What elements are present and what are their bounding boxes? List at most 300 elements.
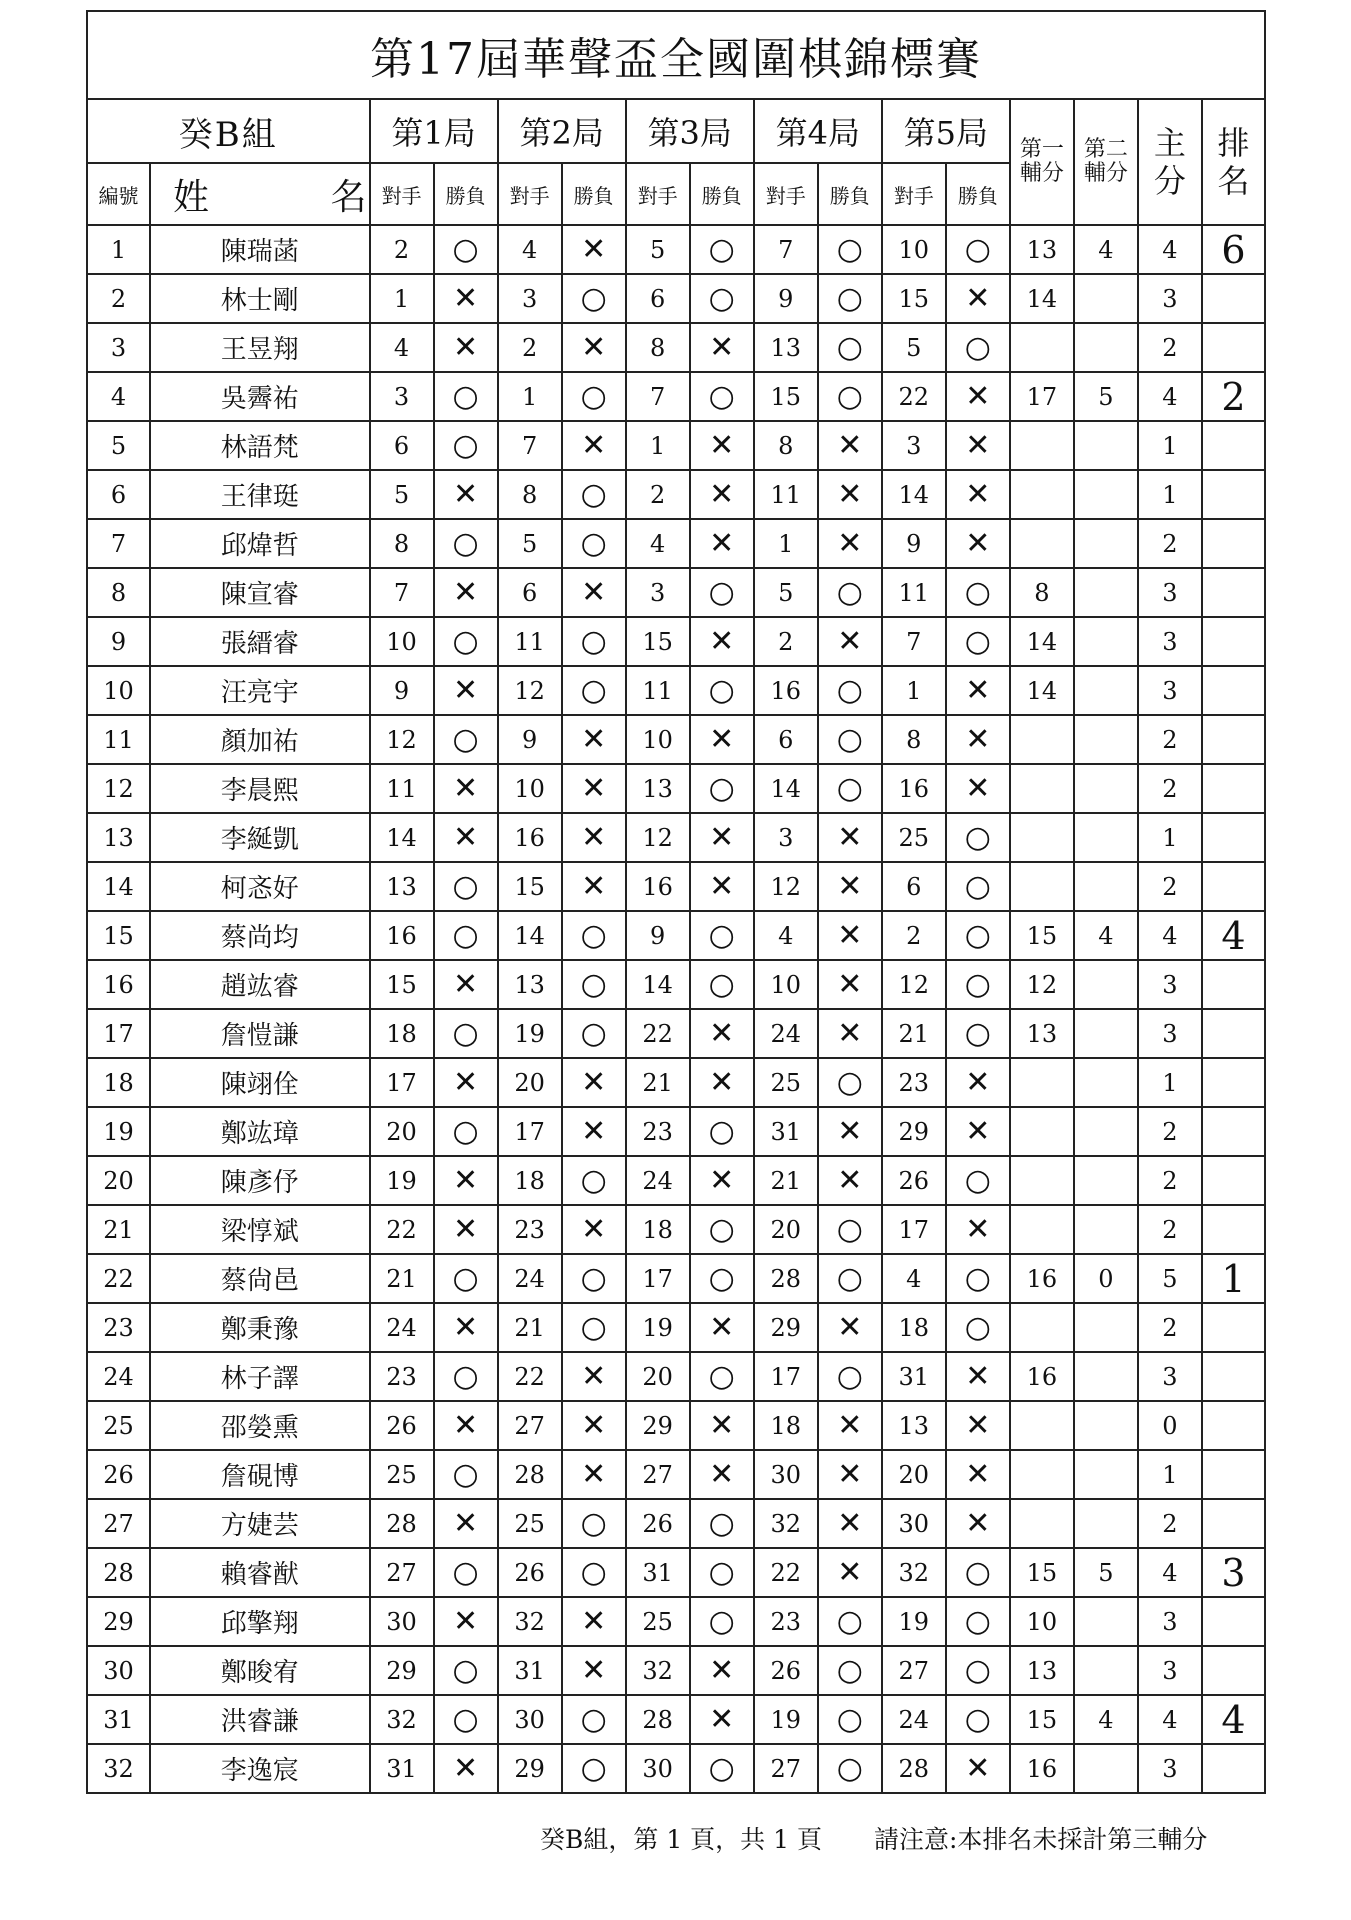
table-row [87,813,1265,862]
round-3-opponent: 1 [626,421,690,470]
round-1-result: ○ [434,1107,498,1156]
round-5-opponent: 11 [882,568,946,617]
round-5-opponent: 10 [882,225,946,274]
table-row [87,1254,1265,1303]
main-score: 3 [1138,1009,1202,1058]
round-2-result: ✕ [562,1450,626,1499]
player-number: 22 [87,1254,150,1303]
round-5-result: ✕ [946,421,1010,470]
round-3-opponent: 31 [626,1548,690,1597]
round-4-result: ✕ [818,911,882,960]
round-1-result: ✕ [434,1499,498,1548]
aux1-score: 15 [1010,911,1074,960]
round-5-opponent: 21 [882,1009,946,1058]
round-4-result: ○ [818,568,882,617]
rank-header-line1: 排 [1217,124,1250,162]
round-1-opponent: 9 [370,666,434,715]
main-score-header [1138,99,1202,225]
player-number: 12 [87,764,150,813]
round-2-opponent: 5 [498,519,562,568]
rank-value [1202,470,1265,519]
aux1-score [1010,1205,1074,1254]
aux2-score [1074,568,1138,617]
rank-value [1202,568,1265,617]
round-2-opponent: 21 [498,1303,562,1352]
round-2-result: ○ [562,1254,626,1303]
round-4-opponent: 1 [754,519,818,568]
player-name: 梁惇斌 [150,1205,370,1254]
round-2-result: ○ [562,1695,626,1744]
table-row [87,470,1265,519]
round-1-opponent: 21 [370,1254,434,1303]
aux1-score [1010,421,1074,470]
round-5-result: ○ [946,813,1010,862]
main-score: 3 [1138,1744,1202,1793]
main-score: 2 [1138,323,1202,372]
table-row [87,1646,1265,1695]
aux1-score: 8 [1010,568,1074,617]
round-3-result: ○ [690,666,754,715]
round-5-opponent: 26 [882,1156,946,1205]
player-name: 詹硯博 [150,1450,370,1499]
round-3-opponent: 21 [626,1058,690,1107]
round-1-result: ○ [434,911,498,960]
round-4-opponent: 27 [754,1744,818,1793]
round-1-result: ○ [434,1646,498,1695]
aux1-score: 12 [1010,960,1074,1009]
round-1-opponent: 20 [370,1107,434,1156]
main-score: 2 [1138,1156,1202,1205]
round-4-opponent: 11 [754,470,818,519]
round-5-opponent: 28 [882,1744,946,1793]
rank-value [1202,862,1265,911]
round-2-opponent: 10 [498,764,562,813]
round-1-result: ○ [434,1009,498,1058]
round-4-header: 第4局 [754,99,882,163]
round-3-header: 第3局 [626,99,754,163]
player-name: 柯忞好 [150,862,370,911]
table-row [87,1107,1265,1156]
aux1-header-line1: 第一 [1019,137,1064,162]
player-name: 張縉睿 [150,617,370,666]
player-name: 鄭竑璋 [150,1107,370,1156]
player-number: 25 [87,1401,150,1450]
round-1-result: ○ [434,1254,498,1303]
page-title: 第17屆華聲盃全國圍棋錦標賽 [87,11,1265,99]
round-1-opponent: 16 [370,911,434,960]
player-name: 邵嫈熏 [150,1401,370,1450]
round-2-opponent: 2 [498,323,562,372]
round-3-opponent: 20 [626,1352,690,1401]
player-name: 洪睿謙 [150,1695,370,1744]
round-5-result: ○ [946,1156,1010,1205]
round-5-opponent: 19 [882,1597,946,1646]
round-3-result: ✕ [690,1401,754,1450]
round-5-opponent: 6 [882,862,946,911]
round-5-result: ✕ [946,1352,1010,1401]
aux1-header-line2: 輔分 [1019,161,1064,186]
round-3-opponent: 7 [626,372,690,421]
aux2-score [1074,862,1138,911]
round-4-result: ○ [818,225,882,274]
aux2-score [1074,1646,1138,1695]
r3-opponent-header: 對手 [626,163,690,225]
round-1-result: ✕ [434,1744,498,1793]
round-5-result: ✕ [946,1107,1010,1156]
r2-result-header: 勝負 [562,163,626,225]
player-name: 陳宣睿 [150,568,370,617]
aux2-score [1074,1450,1138,1499]
round-4-opponent: 20 [754,1205,818,1254]
main-score: 4 [1138,1548,1202,1597]
aux1-score: 15 [1010,1548,1074,1597]
round-1-opponent: 32 [370,1695,434,1744]
round-1-opponent: 28 [370,1499,434,1548]
round-4-result: ○ [818,1695,882,1744]
round-3-opponent: 2 [626,470,690,519]
round-5-result: ○ [946,1695,1010,1744]
round-2-result: ○ [562,1009,626,1058]
aux2-score [1074,1499,1138,1548]
round-4-opponent: 4 [754,911,818,960]
aux1-score: 15 [1010,1695,1074,1744]
round-4-opponent: 31 [754,1107,818,1156]
aux1-score [1010,1303,1074,1352]
table-row [87,617,1265,666]
round-3-opponent: 8 [626,323,690,372]
main-score: 1 [1138,1058,1202,1107]
table-row [87,715,1265,764]
round-3-opponent: 13 [626,764,690,813]
main-score: 3 [1138,1597,1202,1646]
table-row [87,1205,1265,1254]
aux1-score: 13 [1010,1646,1074,1695]
round-1-opponent: 6 [370,421,434,470]
round-2-opponent: 11 [498,617,562,666]
round-5-result: ○ [946,225,1010,274]
round-2-result: ✕ [562,862,626,911]
round-1-opponent: 17 [370,1058,434,1107]
round-4-result: ○ [818,372,882,421]
aux2-header [1074,99,1138,225]
round-3-result: ✕ [690,813,754,862]
round-2-result: ✕ [562,1597,626,1646]
player-name: 鄭晙宥 [150,1646,370,1695]
round-5-opponent: 29 [882,1107,946,1156]
player-number: 19 [87,1107,150,1156]
round-3-result: ✕ [690,1695,754,1744]
player-name: 詹愷謙 [150,1009,370,1058]
round-4-opponent: 21 [754,1156,818,1205]
player-name: 吳霽祐 [150,372,370,421]
round-5-result: ○ [946,960,1010,1009]
aux1-score: 13 [1010,1009,1074,1058]
r1-opponent-header: 對手 [370,163,434,225]
aux1-score [1010,764,1074,813]
round-1-result: ○ [434,372,498,421]
main-score: 3 [1138,1352,1202,1401]
table-row [87,911,1265,960]
table-row [87,1450,1265,1499]
name-header: 姓 名 [150,163,370,225]
rank-value [1202,1597,1265,1646]
round-4-opponent: 22 [754,1548,818,1597]
round-1-opponent: 31 [370,1744,434,1793]
player-number: 23 [87,1303,150,1352]
round-4-result: ✕ [818,1009,882,1058]
player-number: 31 [87,1695,150,1744]
round-4-opponent: 24 [754,1009,818,1058]
table-row [87,1156,1265,1205]
round-1-result: ○ [434,1548,498,1597]
round-3-opponent: 14 [626,960,690,1009]
aux2-score [1074,519,1138,568]
round-5-opponent: 5 [882,323,946,372]
round-1-result: ○ [434,862,498,911]
round-5-opponent: 8 [882,715,946,764]
round-2-result: ○ [562,372,626,421]
rank-value [1202,1156,1265,1205]
round-4-result: ○ [818,1597,882,1646]
round-2-result: ○ [562,1744,626,1793]
round-1-result: ✕ [434,960,498,1009]
round-1-result: ✕ [434,1401,498,1450]
aux2-score [1074,1058,1138,1107]
footer [540,1820,1260,1856]
round-2-opponent: 8 [498,470,562,519]
aux1-score: 17 [1010,372,1074,421]
player-name: 賴睿猷 [150,1548,370,1597]
round-5-result: ✕ [946,715,1010,764]
round-3-opponent: 24 [626,1156,690,1205]
player-number: 9 [87,617,150,666]
round-3-result: ○ [690,225,754,274]
table-row [87,1352,1265,1401]
aux2-score [1074,617,1138,666]
round-2-opponent: 20 [498,1058,562,1107]
round-2-result: ✕ [562,421,626,470]
round-2-opponent: 14 [498,911,562,960]
aux2-score: 5 [1074,372,1138,421]
round-3-result: ○ [690,1744,754,1793]
round-4-opponent: 30 [754,1450,818,1499]
aux1-score [1010,813,1074,862]
round-3-result: ✕ [690,519,754,568]
aux2-score [1074,715,1138,764]
round-3-opponent: 5 [626,225,690,274]
aux1-score [1010,1107,1074,1156]
round-5-opponent: 7 [882,617,946,666]
main-score: 3 [1138,274,1202,323]
round-4-opponent: 6 [754,715,818,764]
round-1-result: ○ [434,1450,498,1499]
rank-value [1202,1646,1265,1695]
main-score: 4 [1138,1695,1202,1744]
round-2-opponent: 27 [498,1401,562,1450]
player-number: 28 [87,1548,150,1597]
round-2-result: ○ [562,519,626,568]
round-1-result: ○ [434,225,498,274]
round-4-result: ✕ [818,960,882,1009]
table-row [87,421,1265,470]
round-5-opponent: 16 [882,764,946,813]
rank-header [1202,99,1265,225]
player-number: 30 [87,1646,150,1695]
round-1-header: 第1局 [370,99,498,163]
player-number: 24 [87,1352,150,1401]
round-5-result: ○ [946,1254,1010,1303]
round-1-result: ○ [434,519,498,568]
round-1-opponent: 4 [370,323,434,372]
round-2-result: ✕ [562,1205,626,1254]
round-1-opponent: 19 [370,1156,434,1205]
aux1-score [1010,519,1074,568]
round-2-opponent: 17 [498,1107,562,1156]
main-score: 2 [1138,715,1202,764]
round-2-result: ○ [562,274,626,323]
main-score: 2 [1138,519,1202,568]
round-3-opponent: 12 [626,813,690,862]
round-3-opponent: 32 [626,1646,690,1695]
round-4-result: ✕ [818,813,882,862]
rank-value [1202,715,1265,764]
player-number: 3 [87,323,150,372]
aux2-score [1074,1303,1138,1352]
main-score: 2 [1138,764,1202,813]
round-5-opponent: 17 [882,1205,946,1254]
rank-value [1202,960,1265,1009]
round-5-header: 第5局 [882,99,1010,163]
round-2-opponent: 25 [498,1499,562,1548]
round-2-opponent: 7 [498,421,562,470]
player-number: 32 [87,1744,150,1793]
player-name: 林子譯 [150,1352,370,1401]
page-indicator: 癸B組，第 1 頁，共 1 頁 [540,1825,822,1854]
round-4-opponent: 10 [754,960,818,1009]
rank-value [1202,1058,1265,1107]
round-4-result: ○ [818,1646,882,1695]
rank-value [1202,1205,1265,1254]
player-name: 蔡尙邑 [150,1254,370,1303]
player-number: 8 [87,568,150,617]
round-1-result: ○ [434,421,498,470]
round-4-result: ○ [818,764,882,813]
main-score: 3 [1138,568,1202,617]
round-2-result: ✕ [562,813,626,862]
round-1-result: ✕ [434,1597,498,1646]
round-1-opponent: 11 [370,764,434,813]
player-number: 13 [87,813,150,862]
player-number: 20 [87,1156,150,1205]
player-number: 4 [87,372,150,421]
round-4-result: ○ [818,1254,882,1303]
round-2-opponent: 32 [498,1597,562,1646]
table-row [87,1597,1265,1646]
aux1-score [1010,1450,1074,1499]
round-4-result: ○ [818,1058,882,1107]
round-3-opponent: 18 [626,1205,690,1254]
round-3-opponent: 4 [626,519,690,568]
main-score: 2 [1138,1303,1202,1352]
round-3-result: ○ [690,960,754,1009]
round-5-opponent: 9 [882,519,946,568]
round-5-opponent: 30 [882,1499,946,1548]
round-1-opponent: 10 [370,617,434,666]
round-4-result: ✕ [818,1548,882,1597]
round-2-result: ○ [562,1156,626,1205]
main-score: 1 [1138,813,1202,862]
round-3-result: ○ [690,764,754,813]
main-score: 1 [1138,421,1202,470]
round-1-result: ✕ [434,666,498,715]
round-4-opponent: 25 [754,1058,818,1107]
player-number: 7 [87,519,150,568]
player-number: 16 [87,960,150,1009]
round-2-result: ✕ [562,1107,626,1156]
round-2-result: ✕ [562,1646,626,1695]
round-3-result: ✕ [690,862,754,911]
r5-result-header: 勝負 [946,163,1010,225]
round-3-opponent: 17 [626,1254,690,1303]
rank-value [1202,813,1265,862]
player-number: 2 [87,274,150,323]
round-2-opponent: 18 [498,1156,562,1205]
rank-value [1202,519,1265,568]
player-name: 李逸宸 [150,1744,370,1793]
round-2-result: ✕ [562,1401,626,1450]
rank-value: 4 [1202,911,1265,960]
round-3-result: ✕ [690,1156,754,1205]
round-5-opponent: 1 [882,666,946,715]
round-4-result: ✕ [818,519,882,568]
round-3-opponent: 22 [626,1009,690,1058]
round-3-opponent: 25 [626,1597,690,1646]
aux1-score: 14 [1010,274,1074,323]
player-name: 李晨熙 [150,764,370,813]
round-3-result: ○ [690,274,754,323]
round-5-result: ○ [946,1009,1010,1058]
round-5-result: ✕ [946,666,1010,715]
main-header-line1: 主 [1153,124,1186,162]
round-3-opponent: 27 [626,1450,690,1499]
round-5-result: ○ [946,323,1010,372]
player-name: 蔡尚均 [150,911,370,960]
round-5-result: ✕ [946,372,1010,421]
main-score: 4 [1138,911,1202,960]
round-2-result: ○ [562,617,626,666]
round-3-opponent: 15 [626,617,690,666]
aux1-score: 14 [1010,617,1074,666]
player-name: 方婕芸 [150,1499,370,1548]
table-row [87,274,1265,323]
round-3-opponent: 3 [626,568,690,617]
round-3-opponent: 23 [626,1107,690,1156]
round-3-result: ○ [690,372,754,421]
round-2-opponent: 23 [498,1205,562,1254]
player-name: 陳翊佺 [150,1058,370,1107]
round-4-result: ✕ [818,862,882,911]
round-2-opponent: 4 [498,225,562,274]
round-5-opponent: 25 [882,813,946,862]
round-1-result: ✕ [434,764,498,813]
round-4-opponent: 28 [754,1254,818,1303]
round-1-opponent: 24 [370,1303,434,1352]
round-3-opponent: 6 [626,274,690,323]
round-1-opponent: 8 [370,519,434,568]
round-4-result: ✕ [818,421,882,470]
main-score: 4 [1138,225,1202,274]
round-2-opponent: 16 [498,813,562,862]
